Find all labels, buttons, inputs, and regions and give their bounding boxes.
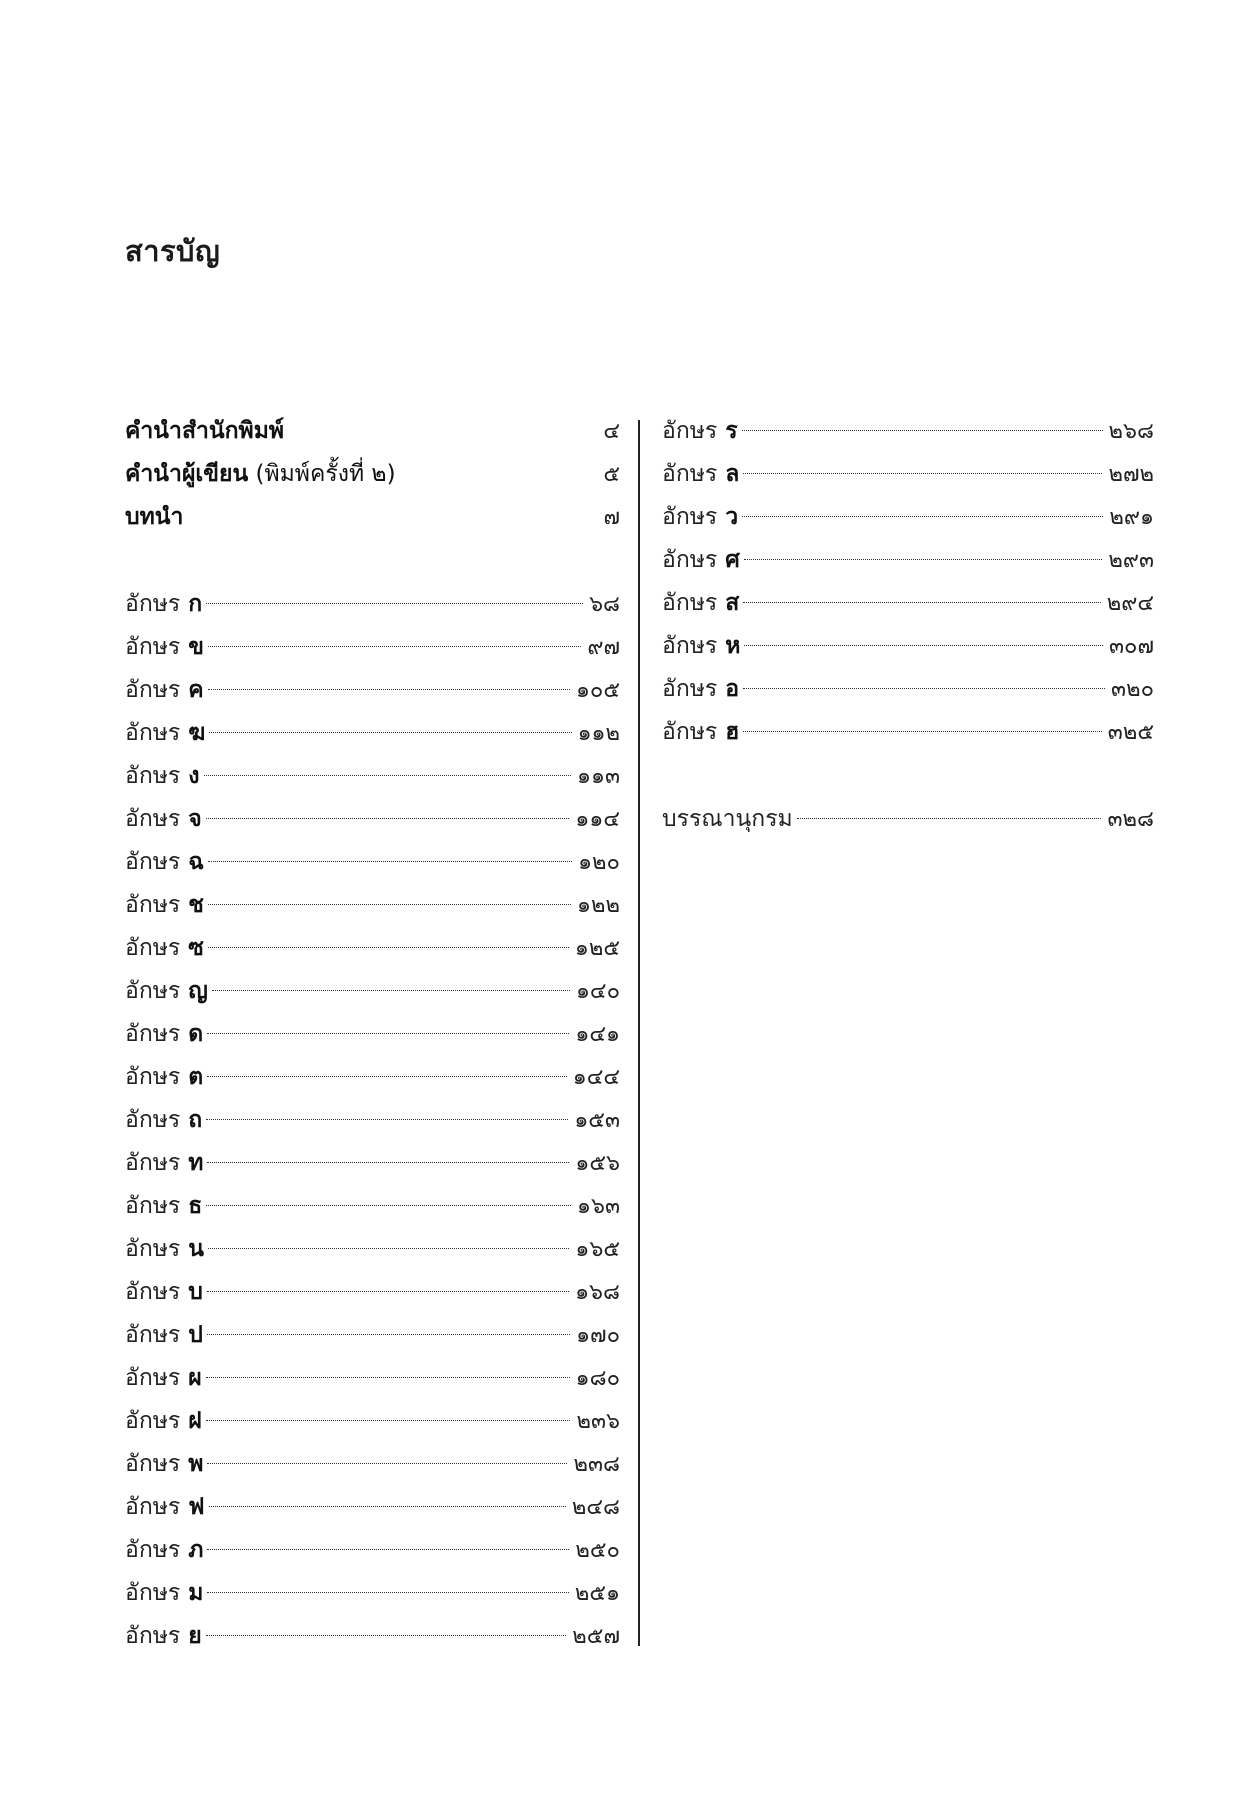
entry-page-number: ๑๔๐ (575, 979, 620, 1004)
entry-page-number: ๑๒๐ (578, 850, 620, 875)
entry-letter: อ (725, 676, 740, 702)
dot-leader (209, 1506, 566, 1507)
entry-prefix: อักษร (125, 978, 181, 1004)
entry-page-number: ๑๗๐ (576, 1323, 620, 1348)
entry-prefix: อักษร (662, 633, 718, 659)
entry-page-number: ๒๓๘ (573, 1452, 620, 1477)
toc-entry-letter-ว[interactable] (662, 496, 1154, 539)
entry-letter: ข (188, 634, 204, 660)
entry-letter: ศ (725, 547, 740, 573)
toc-entry-letter-ป[interactable] (125, 1314, 620, 1357)
entry-letter: ช (188, 892, 204, 918)
entry-page-number: ๓๒๕ (1107, 720, 1154, 745)
dot-leader (206, 1119, 568, 1120)
dot-leader (742, 516, 1103, 517)
dot-leader (207, 1162, 569, 1163)
section-gap (125, 539, 620, 583)
entry-prefix: อักษร (662, 547, 718, 573)
entry-page-number: ๑๔๔ (572, 1065, 620, 1090)
entry-title: บรรณานุกรม (662, 806, 793, 832)
toc-entry-letter-จ[interactable] (125, 798, 620, 841)
entry-page-number: ๑๖๕ (575, 1237, 620, 1262)
entry-prefix: อักษร (125, 1451, 181, 1477)
entry-letter: ฉ (188, 849, 204, 875)
entry-page-number: ๒๕๐ (575, 1538, 620, 1563)
dot-leader (212, 990, 570, 991)
dot-leader (206, 1635, 567, 1636)
entry-page-number: ๗ (603, 505, 620, 530)
entry-page-number: ๒๙๓ (1108, 548, 1154, 573)
toc-entry-letter-ช[interactable] (125, 884, 620, 927)
entry-prefix: อักษร (125, 634, 181, 660)
dot-leader (743, 602, 1100, 603)
entry-prefix: อักษร (125, 720, 181, 746)
entry-title: บทนำ (125, 504, 184, 530)
toc-entry-letter-ก[interactable] (125, 583, 620, 626)
toc-entry-letter-ล[interactable] (662, 453, 1154, 496)
entry-letter: ด (188, 1021, 204, 1047)
dot-leader (208, 689, 570, 690)
entry-page-number: ๑๑๔ (575, 807, 620, 832)
entry-prefix: อักษร (125, 1021, 181, 1047)
dot-leader (206, 1377, 570, 1378)
entry-letter: ย (188, 1623, 202, 1649)
toc-entry-letter-ถ[interactable] (125, 1099, 620, 1142)
entry-title (125, 453, 396, 496)
entry-page-number: ๑๒๒ (577, 893, 620, 918)
entry-prefix: อักษร (125, 1537, 181, 1563)
dot-leader (206, 1420, 571, 1421)
dot-leader (743, 688, 1105, 689)
entry-prefix: อักษร (125, 1150, 181, 1176)
toc-right-column (662, 410, 1154, 841)
dot-leader (743, 731, 1101, 732)
toc-entry-letter-พ[interactable] (125, 1443, 620, 1486)
entry-page-number: ๕ (603, 462, 620, 487)
letter-entries-right (662, 410, 1154, 754)
toc-entry-letter-ข[interactable] (125, 626, 620, 669)
dot-leader (206, 603, 583, 604)
entry-prefix: อักษร (125, 1064, 181, 1090)
toc-entry-letter-น[interactable] (125, 1228, 620, 1271)
dot-leader (797, 818, 1102, 819)
dot-leader (207, 1033, 569, 1034)
toc-entry-letter-ธ[interactable] (125, 1185, 620, 1228)
toc-entry-introduction[interactable] (125, 496, 620, 539)
entry-page-number: ๙๗ (587, 635, 620, 660)
entry-letter: ง (188, 763, 200, 789)
dot-leader (744, 645, 1103, 646)
entry-title-main: คำนำผู้เขียน (125, 461, 249, 487)
dot-leader (204, 775, 572, 776)
entry-letter: ซ (188, 935, 204, 961)
entry-page-number: ๓๒๘ (1107, 807, 1154, 832)
entry-page-number: ๒๙๑ (1109, 505, 1154, 530)
entry-title-suffix: (พิมพ์ครั้งที่ ๒) (248, 461, 396, 487)
entry-letter: ก (188, 591, 203, 617)
entry-letter: ผ (188, 1365, 202, 1391)
entry-prefix: อักษร (125, 1408, 181, 1434)
entry-letter: ว (725, 504, 739, 530)
dot-leader (208, 947, 569, 948)
entry-letter: ส (725, 590, 740, 616)
entry-prefix: อักษร (125, 1236, 181, 1262)
toc-entry-letter-ฮ[interactable] (662, 711, 1154, 754)
entry-prefix: อักษร (662, 676, 718, 702)
entry-prefix: อักษร (125, 935, 181, 961)
entry-prefix: อักษร (662, 590, 718, 616)
entry-page-number: ๑๑๒ (577, 721, 620, 746)
entry-letter: ฮ (725, 719, 740, 745)
toc-entry-letter-ศ[interactable] (662, 539, 1154, 582)
entry-letter: ธ (188, 1193, 203, 1219)
entry-page-number: ๒๙๔ (1106, 591, 1154, 616)
dot-leader (207, 1592, 568, 1593)
entry-page-number: ๑๑๓ (577, 764, 620, 789)
toc-entry-letter-ฆ[interactable] (125, 712, 620, 755)
dot-leader (207, 1334, 570, 1335)
toc-entry-letter-ต[interactable] (125, 1056, 620, 1099)
entry-page-number: ๓๐๗ (1108, 634, 1154, 659)
entry-page-number: ๒๓๖ (576, 1409, 620, 1434)
toc-entry-letter-ภ[interactable] (125, 1529, 620, 1572)
entry-page-number: ๒๕๑ (574, 1581, 620, 1606)
dot-leader (208, 904, 571, 905)
entry-prefix: อักษร (125, 1193, 181, 1219)
entry-prefix: อักษร (125, 1365, 181, 1391)
dot-leader (209, 732, 571, 733)
entry-page-number: ๑๕๓ (574, 1108, 620, 1133)
entry-letter: ต (188, 1064, 204, 1090)
dot-leader (208, 646, 581, 647)
entry-prefix: อักษร (125, 591, 181, 617)
dot-leader (207, 1076, 567, 1077)
entry-page-number: ๑๖๘ (575, 1280, 620, 1305)
entry-prefix: อักษร (125, 892, 181, 918)
entry-letter: ค (188, 677, 204, 703)
dot-leader (206, 1205, 571, 1206)
toc-entry-publisher-foreword[interactable] (125, 410, 620, 453)
entry-letter: ฟ (188, 1494, 205, 1520)
entry-prefix: อักษร (125, 1494, 181, 1520)
dot-leader (208, 861, 572, 862)
section-gap (662, 754, 1154, 798)
entry-letter: ล (725, 461, 740, 487)
toc-entry-letter-บ[interactable] (125, 1271, 620, 1314)
toc-entry-letter-อ[interactable] (662, 668, 1154, 711)
dot-leader (742, 430, 1103, 431)
entry-letter: ภ (188, 1537, 204, 1563)
letter-entries-left (125, 583, 620, 1658)
entry-letter: ญ (188, 978, 208, 1004)
entry-page-number: ๓๒๐ (1111, 677, 1154, 702)
dot-leader (744, 559, 1102, 560)
entry-letter: บ (188, 1279, 203, 1305)
entry-page-number: ๑๖๓ (577, 1194, 620, 1219)
entry-prefix: อักษร (125, 1580, 181, 1606)
toc-left-column (125, 410, 620, 1658)
entry-prefix: อักษร (125, 763, 181, 789)
entry-prefix: อักษร (662, 418, 718, 444)
toc-entry-letter-ฝ[interactable] (125, 1400, 620, 1443)
toc-entry-bibliography[interactable] (662, 798, 1154, 841)
entry-page-number: ๑๐๕ (575, 678, 620, 703)
entry-page-number: ๒๖๘ (1108, 419, 1154, 444)
entry-page-number: ๑๕๖ (575, 1151, 620, 1176)
entry-letter: น (188, 1236, 204, 1262)
entry-prefix: อักษร (125, 806, 181, 832)
toc-entry-letter-ผ[interactable] (125, 1357, 620, 1400)
entry-prefix: อักษร (662, 719, 718, 745)
toc-entry-letter-ซ[interactable] (125, 927, 620, 970)
entry-page-number: ๒๕๗ (572, 1624, 620, 1649)
page-title: สารบัญ (125, 234, 221, 268)
entry-page-number: ๒๔๘ (571, 1495, 620, 1520)
entry-prefix: อักษร (125, 1322, 181, 1348)
entry-page-number: ๔ (603, 419, 620, 444)
dot-leader (207, 1549, 569, 1550)
entry-letter: ร (725, 418, 738, 444)
toc-entry-letter-ค[interactable] (125, 669, 620, 712)
toc-entry-author-foreword[interactable] (125, 453, 620, 496)
toc-entry-letter-ห[interactable] (662, 625, 1154, 668)
dot-leader (206, 818, 570, 819)
entry-page-number: ๑๒๕ (574, 936, 620, 961)
entry-letter: จ (188, 806, 202, 832)
dot-leader (743, 473, 1102, 474)
entry-letter: ฆ (188, 720, 206, 746)
entry-page-number: ๒๗๒ (1108, 462, 1154, 487)
entry-letter: พ (188, 1451, 204, 1477)
entry-prefix: อักษร (662, 461, 718, 487)
toc-entry-letter-ญ[interactable] (125, 970, 620, 1013)
column-divider (638, 420, 640, 1646)
entry-prefix: อักษร (125, 677, 181, 703)
dot-leader (207, 1463, 567, 1464)
dot-leader (208, 1248, 569, 1249)
toc-entry-letter-ด[interactable] (125, 1013, 620, 1056)
toc-entry-letter-ฟ[interactable] (125, 1486, 620, 1529)
entry-letter: ถ (188, 1107, 203, 1133)
toc-entry-letter-ง[interactable] (125, 755, 620, 798)
toc-entry-letter-ส[interactable] (662, 582, 1154, 625)
toc-entry-letter-ร[interactable] (662, 410, 1154, 453)
toc-entry-letter-ม[interactable] (125, 1572, 620, 1615)
entry-prefix: อักษร (125, 1107, 181, 1133)
entry-letter: ท (188, 1150, 204, 1176)
entry-page-number: ๖๘ (589, 592, 620, 617)
entry-letter: ห (725, 633, 741, 659)
entry-prefix: อักษร (125, 1623, 181, 1649)
toc-entry-letter-ท[interactable] (125, 1142, 620, 1185)
entry-letter: ฝ (188, 1408, 202, 1434)
entry-title: คำนำสำนักพิมพ์ (125, 418, 285, 444)
entry-page-number: ๑๔๑ (575, 1022, 620, 1047)
entry-prefix: อักษร (125, 1279, 181, 1305)
toc-entry-letter-ฉ[interactable] (125, 841, 620, 884)
toc-entry-letter-ย[interactable] (125, 1615, 620, 1658)
entry-letter: ม (188, 1580, 204, 1606)
entry-prefix: อักษร (125, 849, 181, 875)
entry-page-number: ๑๘๐ (575, 1366, 620, 1391)
entry-letter: ป (188, 1322, 203, 1348)
dot-leader (207, 1291, 569, 1292)
entry-prefix: อักษร (662, 504, 718, 530)
